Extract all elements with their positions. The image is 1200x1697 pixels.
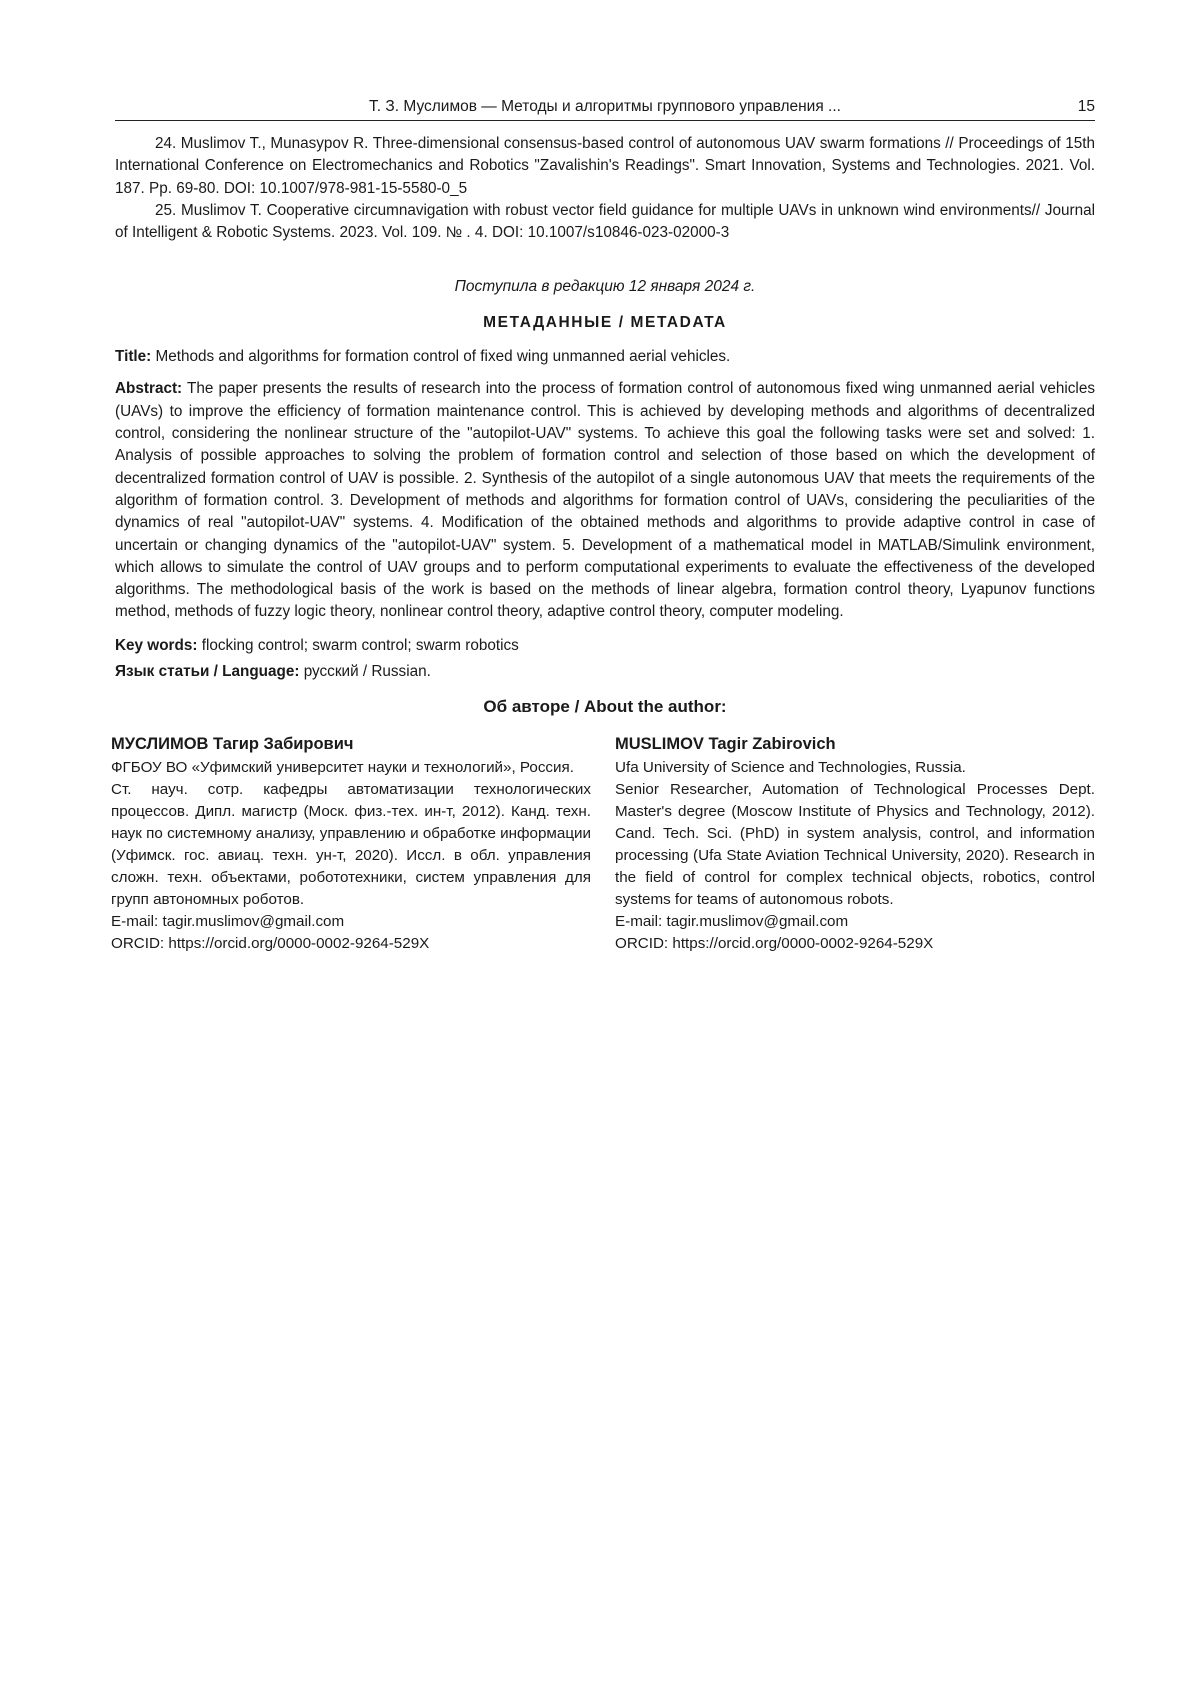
author-email-ru: E-mail: tagir.muslimov@gmail.com [111,911,591,933]
language-label: Язык статьи / Language: [115,663,299,680]
running-header [115,96,1095,121]
received-date: 12 января 2024 г. [629,278,756,295]
keywords-label: Key words: [115,637,197,654]
reference-item: 25. Muslimov T. Cooperative circumnavigation with robust vector field guidance for multiple UAVs in unknown wind environments// Journal of Intelligent & Robotic Systems. 2023. Vol. 109. № . 4. DOI: 10.1007/s10846-023-02000-3 [115,200,1095,245]
author-name-ru: МУСЛИМОВ Тагир Забирович [111,733,591,755]
title-label: Title: [115,348,151,365]
language-text: русский / Russian. [304,663,431,680]
abstract-text: The paper presents the results of research into the process of formation control of autonomous fixed wing unmanned aerial vehicles (UAVs) to improve the efficiency of formation maintenance control. This is achieved by developing methods and algorithms of decentralized control, considering the nonlinear structure of the "autopilot-UAV" systems. To achieve this goal the following tasks were set and solved: 1. Analysis of possible approaches to solving the problem of formation control and selection of those based on which the development of decentralized formation control of UAV is possible. 2. Synthesis of the autopilot of a single autonomous UAV that meets the requirements of the algorithm of formation control. 3. Development of methods and algorithms for formation control of UAVs, considering the peculiarities of the dynamics of real "autopilot-UAV" systems. 4. Modification of the obtained methods and algorithms to provide adaptive control in case of uncertain or changing dynamics of the "autopilot-UAV" system. 5. Development of a mathematical model in MATLAB/Simulink environment, which allows to simulate the control of UAV groups and to perform computational experiments to evaluate the effectiveness of the developed algorithms. The methodological basis of the work is based on the methods of linear algebra, formation control theory, Lyapunov functions method, methods of fuzzy logic theory, nonlinear control theory, adaptive control theory, computer modeling. [115,380,1095,620]
reference-list [115,133,1095,244]
author-name-en: MUSLIMOV Tagir Zabirovich [615,733,1095,755]
abstract [115,378,1095,623]
about-author-heading: Об авторе / About the author: [115,697,1095,717]
received-note [115,278,1095,296]
metadata-heading: МЕТАДАННЫЕ / METADATA [115,314,1095,332]
author-orcid-ru: ORCID: https://orcid.org/0000-0002-9264-529X [111,933,591,955]
title-text: Methods and algorithms for formation control of fixed wing unmanned aerial vehicles. [156,348,731,365]
received-label: Поступила в редакцию [455,278,625,295]
keywords [115,635,1095,657]
page [115,96,1095,955]
author-affiliation-ru: ФГБОУ ВО «Уфимский университет науки и технологий», Россия. [111,757,591,779]
keywords-text: flocking control; swarm control; swarm robotics [202,637,519,654]
metadata-title [115,346,1095,368]
author-info-en [615,733,1095,955]
author-info-ru [111,733,591,955]
page-number: 15 [1078,98,1095,116]
author-bio-ru: Ст. науч. сотр. кафедры автоматизации технологических процессов. Дипл. магистр (Моск. физ.-тех. ин-т, 2012). Канд. техн. наук по системному анализу, управлению и обработке информации (Уфимск. гос. авиац. техн. ун-т, 2020). Иссл. в обл. управления сложн. техн. объектами, робототехники, систем управления для групп автономных роботов. [111,779,591,911]
author-email-en: E-mail: tagir.muslimov@gmail.com [615,911,1095,933]
language [115,661,1095,683]
running-title: Т. З. Муслимов — Методы и алгоритмы группового управления ... [115,98,1095,116]
author-info [111,733,1095,955]
author-bio-en: Senior Researcher, Automation of Technological Processes Dept. Master's degree (Moscow Institute of Physics and Technology, 2012). Cand. Tech. Sci. (PhD) in system analysis, control, and information processing (Ufa State Aviation Technical University, 2020). Research in the field of control for complex technical objects, robotics, control systems for teams of autonomous robots. [615,779,1095,911]
abstract-label: Abstract: [115,380,182,397]
author-orcid-en: ORCID: https://orcid.org/0000-0002-9264-529X [615,933,1095,955]
reference-item: 24. Muslimov T., Munasypov R. Three-dimensional consensus-based control of autonomous UAV swarm formations // Proceedings of 15th International Conference on Electromechanics and Robotics "Zavalishin's Readings". Smart Innovation, Systems and Technologies. 2021. Vol. 187. Pp. 69-80. DOI: 10.1007/978-981-15-5580-0_5 [115,133,1095,200]
author-affiliation-en: Ufa University of Science and Technologies, Russia. [615,757,1095,779]
